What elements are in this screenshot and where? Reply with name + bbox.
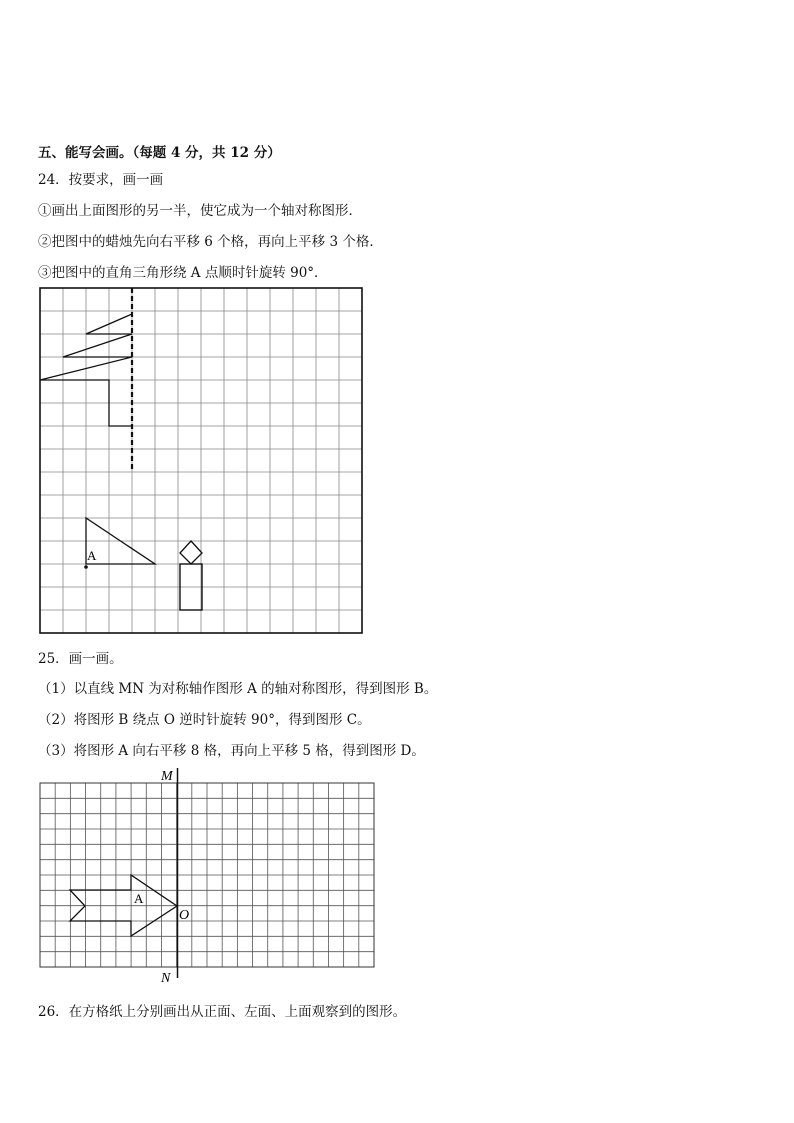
shape-a-label: A [134, 891, 144, 906]
q25-item-3: （3）将图形 A 向右平移 8 格，再向上平移 5 格，得到图形 D。 [38, 743, 425, 759]
section-heading: 五、能写会画。（每题 4 分，共 12 分） [38, 145, 281, 161]
candle-flame [180, 541, 202, 564]
q25-item-2: （2）将图形 B 绕点 O 逆时针旋转 90°，得到图形 C。 [38, 712, 371, 728]
q26-title: 26．在方格纸上分别画出从正面、左面、上面观察到的图形。 [38, 1004, 407, 1020]
q24-item-1: ①画出上面图形的另一半，使它成为一个轴对称图形． [38, 203, 362, 219]
point-a-label: A [87, 548, 97, 563]
q24-item-3: ③把图中的直角三角形绕 A 点顺时针旋转 90°． [38, 265, 328, 281]
label-o: O [179, 908, 190, 923]
q24-title: 24．按要求，画一画 [38, 172, 164, 188]
q24-grid [40, 288, 362, 633]
q24-grid-figure [40, 288, 364, 634]
q25-grid [40, 783, 374, 967]
q25-title: 25．画一画。 [38, 651, 123, 667]
q25-grid-figure [40, 766, 376, 986]
q24-item-2: ②把图中的蜡烛先向右平移 6 个格，再向上平移 3 个格． [38, 234, 383, 250]
label-n: N [161, 971, 171, 986]
q25-item-1: （1）以直线 MN 为对称轴作图形 A 的轴对称图形，得到图形 B。 [38, 681, 438, 697]
point-a-dot [84, 565, 88, 569]
label-m: M [161, 769, 173, 784]
